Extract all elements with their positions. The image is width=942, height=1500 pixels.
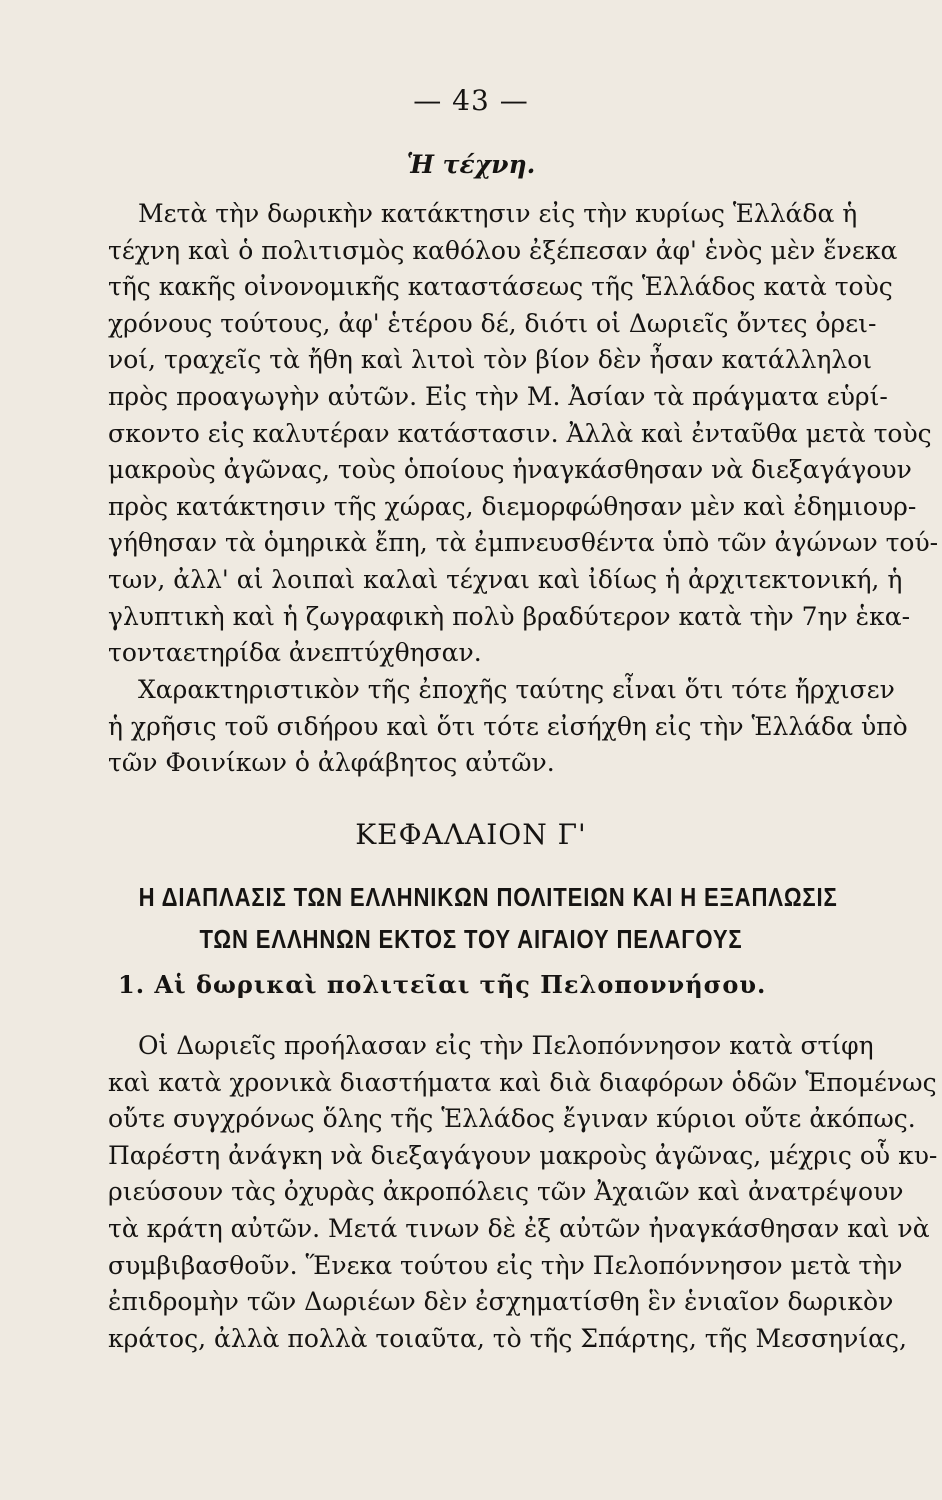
text-line: τῶν Φοινίκων ὁ ἀλφάβητος αὐτῶν. [108, 748, 555, 778]
text-line: Μετὰ τὴν δωρικὴν κατάκτησιν εἰς τὴν κυρίως Ἑλλάδα ἡ [138, 199, 858, 228]
text-line: χρόνους τούτους, ἀφ' ἑτέρου δέ, διότι οἱ Δωριεῖς ὄντες ὀρει- [108, 308, 877, 338]
paragraph-iron-alphabet [108, 672, 908, 782]
text-line: καὶ κατὰ χρονικὰ διαστήματα καὶ διὰ διαφόρων ὁδῶν Ἑπομένως [108, 1067, 937, 1097]
text-line: σκοντο εἰς καλυτέραν κατάστασιν. Ἀλλὰ καὶ ἐνταῦθα μετὰ τοὺς [108, 418, 932, 448]
text-line: Παρέστη ἀνάγκη νὰ διεξαγάγουν μακροὺς ἀγῶνας, μέχρις οὗ κυ- [108, 1140, 938, 1170]
text-line: πρὸς κατάκτησιν τῆς χώρας, διεμορφώθησαν μὲν καὶ ἐδημιουρ- [108, 491, 917, 521]
paragraph-art-decline [108, 196, 939, 672]
subsection-heading: 1. Αἱ δωρικαὶ πολιτεῖαι τῆς Πελοποννήσου. [118, 970, 767, 999]
text-line: των, ἀλλ' αἱ λοιπαὶ καλαὶ τέχναι καὶ ἰδίως ἡ ἀρχιτεκτονική, ἡ [108, 564, 903, 594]
text-line: τὰ κράτη αὐτῶν. Μετά τινων δὲ ἐξ αὐτῶν ἠναγκάσθησαν καὶ νὰ [108, 1213, 930, 1243]
text-line: τῆς κακῆς οἰνονομικῆς καταστάσεως τῆς Ἑλλάδος κατὰ τοὺς [108, 272, 893, 302]
paragraph-dorian-states [108, 1028, 938, 1357]
text-line: Χαρακτηριστικὸν τῆς ἐποχῆς ταύτης εἶναι ὅτι τότε ἤρχισεν [138, 675, 895, 704]
text-line: οὔτε συγχρόνως ὅλης τῆς Ἑλλάδος ἔγιναν κύριοι οὔτε ἀκόπως. [108, 1104, 916, 1134]
text-line: ἐπιδρομὴν τῶν Δωριέων δὲν ἐσχηματίσθη ἓν ἑνιαῖον δωρικὸν [108, 1287, 894, 1317]
text-line: τονταετηρίδα ἀνεπτύχθησαν. [108, 638, 482, 668]
text-line: τέχνη καὶ ὁ πολιτισμὸς καθόλου ἐξέπεσαν ἀφ' ἑνὸς μὲν ἕνεκα [108, 235, 898, 265]
chapter-title-line: ΤΩΝ ΕΛΛΗΝΩΝ ΕΚΤΟΣ ΤΟΥ ΑΙΓΑΙΟΥ ΠΕΛΑΓΟΥΣ [199, 924, 743, 954]
text-line: νοί, τραχεῖς τὰ ἤθη καὶ λιτοὶ τὸν βίον δὲν ἦσαν κατάλληλοι [108, 345, 873, 375]
text-line: μακροὺς ἀγῶνας, τοὺς ὁποίους ἠναγκάσθησαν νὰ διεξαγάγουν [108, 455, 912, 485]
page-number: — 43 — [413, 84, 529, 117]
chapter-label: ΚΕΦΑΛΑΙΟΝ Γ' [355, 818, 587, 851]
text-line: Οἱ Δωριεῖς προήλασαν εἰς τὴν Πελοπόννησον κατὰ στίφη [138, 1031, 874, 1060]
chapter-title-line: Η ΔΙΑΠΛΑΣΙΣ ΤΩΝ ΕΛΛΗΝΙΚΩΝ ΠΟΛΙΤΕΙΩΝ ΚΑΙ Η ΕΞΑΠΛΩΣΙΣ [138, 882, 838, 912]
text-line: ριεύσουν τὰς ὀχυρὰς ἀκροπόλεις τῶν Ἀχαιῶν καὶ ἀνατρέψουν [108, 1177, 904, 1207]
text-line: συμβιβασθοῦν. Ἕνεκα τούτου εἰς τὴν Πελοπόννησον μετὰ τὴν [108, 1250, 903, 1280]
text-line: πρὸς προαγωγὴν αὐτῶν. Εἰς τὴν Μ. Ἀσίαν τὰ πράγματα εὑρί- [108, 381, 888, 411]
text-line: ἡ χρῆσις τοῦ σιδήρου καὶ ὅτι τότε εἰσήχθη εἰς τὴν Ἑλλάδα ὑπὸ [108, 711, 908, 741]
text-line: κράτος, ἀλλὰ πολλὰ τοιαῦτα, τὸ τῆς Σπάρτης, τῆς Μεσσηνίας, [108, 1323, 907, 1353]
section-heading: Ἡ τέχνη. [406, 150, 536, 179]
text-line: γλυπτικὴ καὶ ἡ ζωγραφικὴ πολὺ βραδύτερον κατὰ τὴν 7ην ἑκα- [108, 601, 911, 631]
text-line: γήθησαν τὰ ὁμηρικὰ ἔπη, τὰ ἐμπνευσθέντα ὑπὸ τῶν ἀγώνων τού- [108, 528, 939, 558]
